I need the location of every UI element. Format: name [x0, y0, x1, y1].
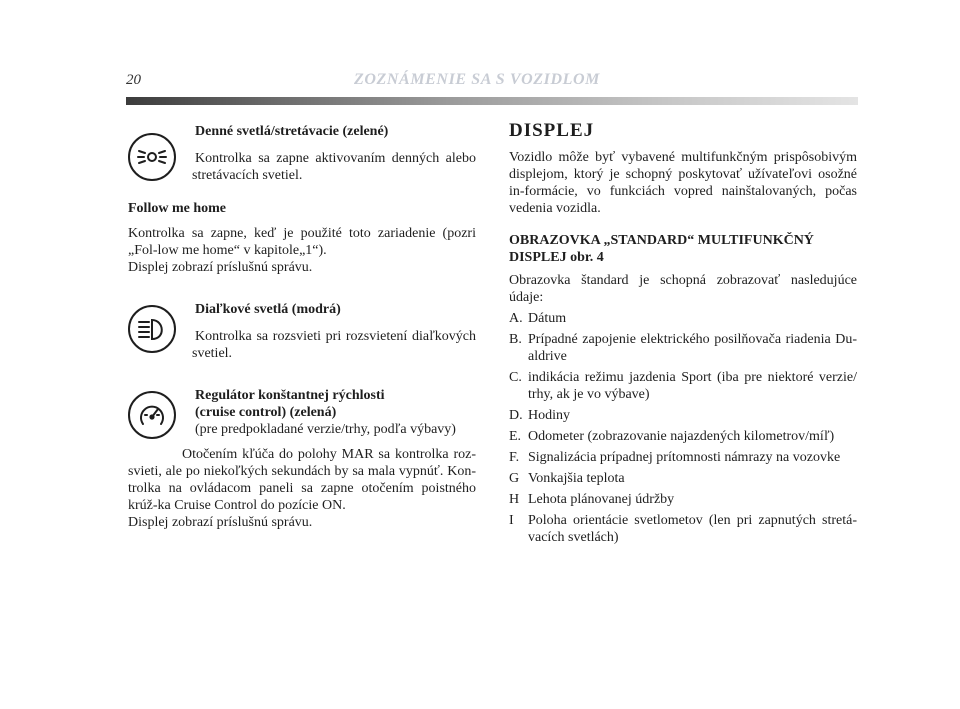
displej-heading: DISPLEJ	[509, 120, 595, 141]
list-item-text: Odometer (zobrazovanie najazdených kilometrov/míľ)	[528, 429, 835, 444]
cruise-control-subtitle: (pre predpokladané verzie/trhy, podľa výbavy)	[195, 422, 456, 437]
list-item-letter: F.	[509, 450, 520, 465]
high-beam-icon	[128, 305, 176, 353]
list-item-letter: E.	[509, 429, 522, 444]
cruise-control-icon	[128, 391, 176, 439]
list-item-text: Hodiny	[528, 408, 570, 423]
list-item-text: Poloha orientácie svetlometov (len pri zapnutých stretá-vacích svetlách)	[528, 513, 857, 545]
list-item	[509, 449, 857, 466]
list-item-letter: D.	[509, 408, 523, 423]
list-item	[509, 470, 857, 487]
daytime-lights-title: Denné svetlá/stretávacie (zelené)	[195, 124, 389, 139]
cruise-control-title-1: Regulátor konštantnej rýchlosti	[195, 388, 385, 403]
high-beam-text: Kontrolka sa rozsvieti pri rozsvietení diaľkových svetiel.	[192, 329, 476, 361]
list-item-text: indikácia režimu jazdenia Sport (iba pre niektoré verzie/ trhy, ak je vo výbave)	[528, 370, 857, 402]
list-item-letter: H	[509, 492, 520, 507]
chapter-title: ZOZNÁMENIE SA S VOZIDLOM	[354, 71, 601, 88]
list-item-letter: B.	[509, 332, 522, 347]
list-item-letter: I	[509, 513, 514, 528]
list-item-text: Lehota plánovanej údržby	[528, 492, 675, 507]
header-rule	[126, 97, 858, 105]
page-number: 20	[126, 72, 141, 88]
list-item-text: Vonkajšia teplota	[528, 471, 625, 486]
right-column	[509, 122, 857, 550]
follow-me-home-title: Follow me home	[128, 201, 226, 216]
standard-screen-heading-line2: DISPLEJ obr. 4	[509, 250, 604, 265]
list-item-letter: A.	[509, 311, 523, 326]
list-item-letter: G	[509, 471, 520, 486]
cruise-control-title-2: (cruise control) (zelená)	[195, 405, 337, 420]
display-items-list	[509, 310, 857, 546]
list-item	[509, 369, 857, 403]
list-item	[509, 428, 857, 445]
displej-intro: Vozidlo môže byť vybavené multifunkčným prispôsobivým displejom, ktorý je schopný poskytovať užívateľovi osožné in-formácie, vo funkciách vopred nainštalovaných, počas vedenia vozidla.	[509, 150, 857, 216]
list-item-text: Dátum	[528, 311, 567, 326]
cruise-control-text: Otočením kľúča do polohy MAR sa kontrolka roz-svieti, ale po niekoľkých sekundách by sa mala vypnúť. Kon-trolka na ovládacom paneli sa zapne otočením poistného krúž-ka Cruise Control do pozície ON.	[128, 447, 476, 513]
high-beam-title: Diaľkové svetlá (modrá)	[195, 302, 341, 317]
list-item	[509, 331, 857, 365]
list-item-letter: C.	[509, 370, 522, 385]
list-item	[509, 407, 857, 424]
daytime-lights-text: Kontrolka sa zapne aktivovaním denných alebo stretávacích svetiel.	[192, 151, 476, 183]
list-item	[509, 310, 857, 327]
standard-screen-heading-line1: OBRAZOVKA „STANDARD“ MULTIFUNKČNÝ	[509, 233, 814, 248]
standard-screen-heading	[509, 232, 857, 266]
cruise-control-display: Displej zobrazí príslušnú správu.	[128, 515, 313, 530]
standard-screen-intro: Obrazovka štandard je schopná zobrazovať nasledujúce údaje:	[509, 273, 857, 305]
follow-me-home-text: Kontrolka sa zapne, keď je použité toto zariadenie (pozri „Fol-low me home“ v kapitole„1“).	[128, 226, 476, 258]
list-item-text: Prípadné zapojenie elektrického posilňovača riadenia Du-aldrive	[528, 332, 857, 364]
list-item-text: Signalizácia prípadnej prítomnosti námrazy na vozovke	[528, 450, 841, 465]
daytime-lights-icon	[128, 133, 176, 181]
list-item	[509, 512, 857, 546]
follow-me-home-display: Displej zobrazí príslušnú správu.	[128, 260, 313, 275]
list-item	[509, 491, 857, 508]
